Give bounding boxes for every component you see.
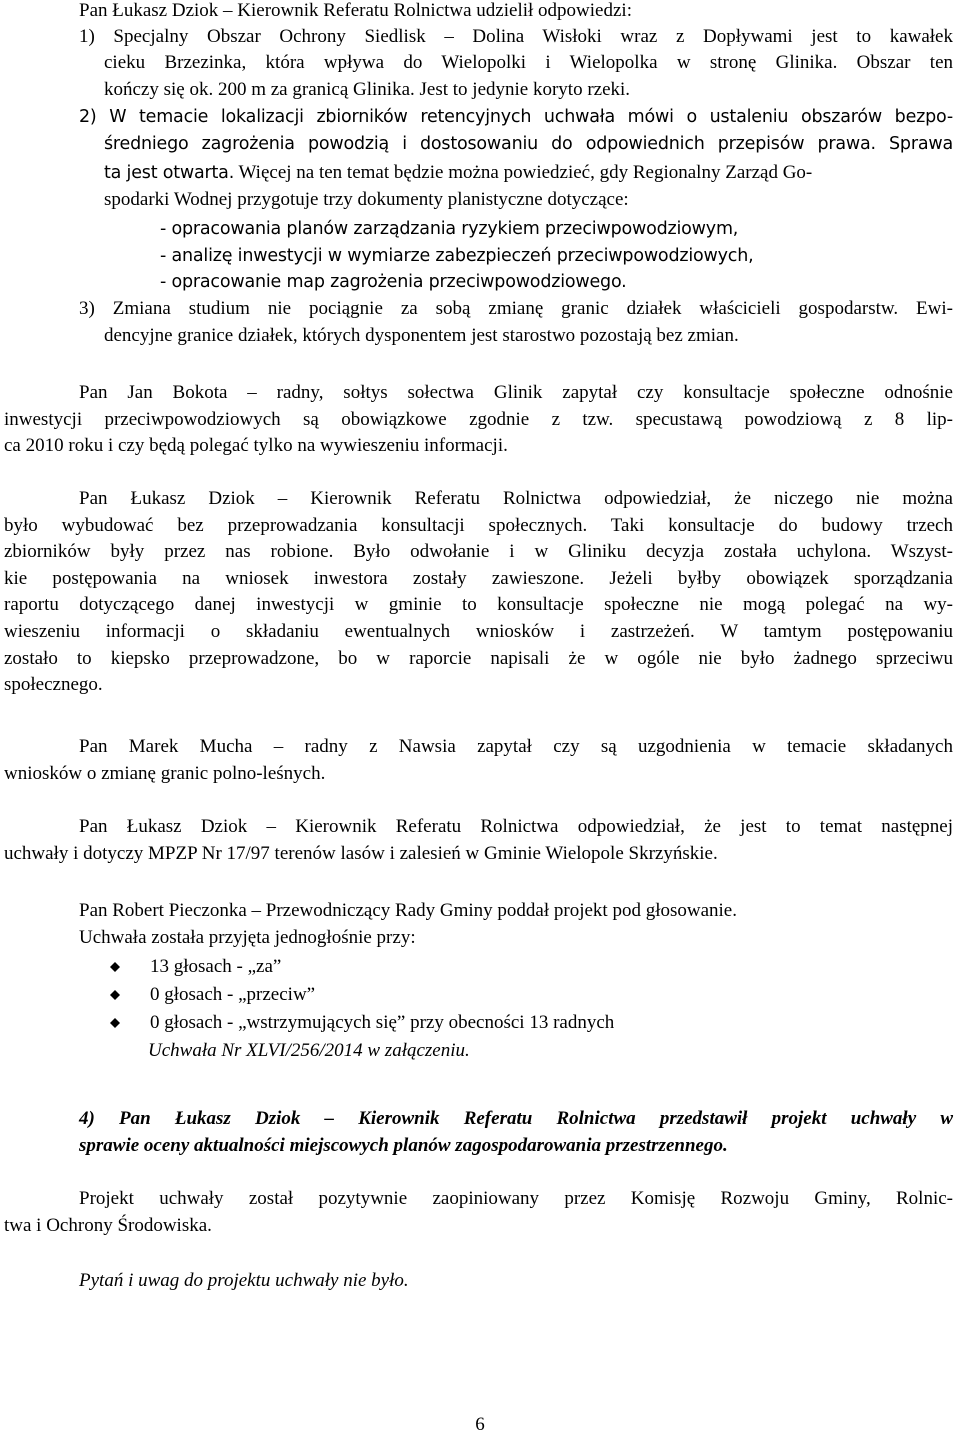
vote-for-text: 13 głosach - „za” [150, 956, 282, 977]
paragraph-opinion [4, 1186, 953, 1239]
answer-intro: Pan Łukasz Dziok – Kierownik Referatu Rolnictwa udzielił odpowiedzi: [79, 0, 632, 21]
answer-item-3-line: 3) Zmiana studium nie pociągnie za sobą zmianę granic działek właścicieli gospodarstw. Ewi- [79, 298, 953, 319]
dash-item: - analizę inwestycji w wymiarze zabezpieczeń przeciwpowodziowych, [160, 245, 754, 266]
answer-item-1 [79, 24, 953, 51]
paragraph-dziok-answer [4, 486, 953, 699]
paragraph-line: uchwały i dotyczy MPZP Nr 17/97 terenów lasów i zalesień w Gminie Wielopole Skrzyńskie. [4, 842, 718, 864]
diamond-bullet-icon [110, 1018, 120, 1028]
answer-item-2-dashes [160, 216, 940, 296]
paragraph-line: kie postępowania na wniosek inwestora zostały zawieszone. Jeżeli byłby obowiązek sporządzania [4, 567, 953, 589]
answer-item-2-line: 2) W temacie lokalizacji zbiorników retencyjnych uchwała mówi o ustaleniu obszarów bezpo- [79, 107, 953, 127]
paragraph-line: Projekt uchwały został pozytywnie zaopiniowany przez Komisję Rozwoju Gminy, Rolnic- [79, 1188, 953, 1209]
answer-item-2-line: spodarki Wodnej przygotuje trzy dokumenty planistyczne dotyczące: [104, 188, 629, 210]
vote-against-text: 0 głosach - „przeciw” [150, 984, 316, 1005]
answer-item-3 [79, 296, 953, 349]
resolution-annex [148, 1038, 928, 1065]
dash-item: - opracowanie map zagrożenia przeciwpowodziowego. [160, 272, 627, 293]
paragraph-line: zostało to kiepsko przeprowadzone, bo w raporcie napisali że w ogóle nie było żadnego sprzeciwu [4, 647, 953, 669]
answer-item-3-line: dencyjne granice działek, których dysponentem jest starostwo pozostają bez zmian. [104, 324, 739, 346]
vote-against [150, 982, 930, 1009]
paragraph-dziok-mpzp [4, 814, 953, 867]
paragraph-line: Pan Marek Mucha – radny z Nawsia zapytał czy są uzgodnienia w temacie składanych [79, 736, 953, 757]
paragraph-line: było wybudować bez przeprowadzania konsultacji społecznych. Taki konsultacje do budowy trzech [4, 514, 953, 536]
paragraph-line: Pan Łukasz Dziok – Kierownik Referatu Rolnictwa odpowiedział, że niczego nie można [79, 488, 953, 509]
vote-for [150, 954, 930, 981]
agenda-item-4-line: sprawie oceny aktualności miejscowych planów zagospodarowania przestrzennego. [79, 1134, 728, 1156]
paragraph-line: ca 2010 roku i czy będą polegać tylko na wywieszeniu informacji. [4, 435, 508, 457]
answer-item-2-line: ta jest otwarta. [104, 163, 235, 183]
paragraph-line: Pan Robert Pieczonka – Przewodniczący Rady Gminy poddał projekt pod głosowanie. [79, 900, 737, 921]
paragraph-line: zbiorników były przez nas robione. Było odwołanie i w Gliniku decyzja została uchylona. Wszyst- [4, 541, 953, 563]
diamond-bullet-icon [110, 990, 120, 1000]
paragraph-line: inwestycji przeciwpowodziowych są obowiązkowe zgodnie z tzw. specustawą powodziową z 8 lip- [4, 408, 953, 430]
answer-item-2-cont [104, 160, 953, 213]
answer-item-1-line: cieku Brzezinka, która wpływa do Wielopolki i Wielopolka w stronę Glinika. Obszar ten [104, 52, 953, 73]
answer-item-2-line: Więcej na ten temat będzie można powiedzieć, gdy Regionalny Zarząd Go- [238, 162, 813, 183]
vote-abstain [150, 1010, 930, 1037]
paragraph-line: Pan Łukasz Dziok – Kierownik Referatu Rolnictwa odpowiedział, że jest to temat następnej [79, 816, 953, 837]
paragraph-line: Pan Jan Bokota – radny, sołtys sołectwa Glinik zapytał czy konsultacje społeczne odnośnie [79, 382, 953, 403]
paragraph-line: twa i Ochrony Środowiska. [4, 1214, 212, 1236]
paragraph-line: wniosków o zmianę granic polno-leśnych. [4, 762, 326, 784]
answer-section [79, 0, 953, 25]
answer-item-1-line: 1) Specjalny Obszar Ochrony Siedlisk – Dolina Wisłoki wraz z Dopływami jest to kawałek [79, 26, 953, 47]
vote-section [79, 898, 953, 951]
paragraph-no-questions [79, 1268, 953, 1295]
answer-item-2-line: średniego zagrożenia powodzią i dostosowaniu do odpowiednich przepisów prawa. Sprawa [104, 133, 953, 154]
vote-abstain-text: 0 głosach - „wstrzymujących się” przy obecności 13 radnych [150, 1012, 615, 1033]
answer-item-1-line: kończy się ok. 200 m za granicą Glinika. Jest to jedynie koryto rzeki. [104, 78, 631, 100]
paragraph-bokota [4, 380, 953, 460]
agenda-item-4 [79, 1106, 953, 1159]
dash-item: - opracowania planów zarządzania ryzykiem przeciwpowodziowym, [160, 219, 739, 239]
answer-item-1-cont [79, 50, 953, 103]
paragraph-line: Uchwała została przyjęta jednogłośnie przy: [79, 926, 416, 948]
paragraph-line: wieszeniu informacji o składaniu ewentualnych wniosków i zastrzeżeń. W tamtym postępowaniu [4, 620, 953, 642]
agenda-item-4-line: 4) Pan Łukasz Dziok – Kierownik Referatu Rolnictwa przedstawił projekt uchwały w [79, 1108, 953, 1129]
diamond-bullet-icon [110, 962, 120, 972]
paragraph-line: raportu dotyczącego danej inwestycji w gminie to konsultacje społeczne nie mogą polegać na wy- [4, 594, 953, 616]
paragraph-mucha [4, 734, 953, 787]
paragraph-line: Pytań i uwag do projektu uchwały nie było. [79, 1270, 409, 1291]
answer-item-2 [79, 104, 953, 157]
page-number: 6 [475, 1414, 485, 1435]
paragraph-line: społecznego. [4, 674, 103, 696]
resolution-annex-text: Uchwała Nr XLVI/256/2014 w załączeniu. [148, 1040, 470, 1061]
